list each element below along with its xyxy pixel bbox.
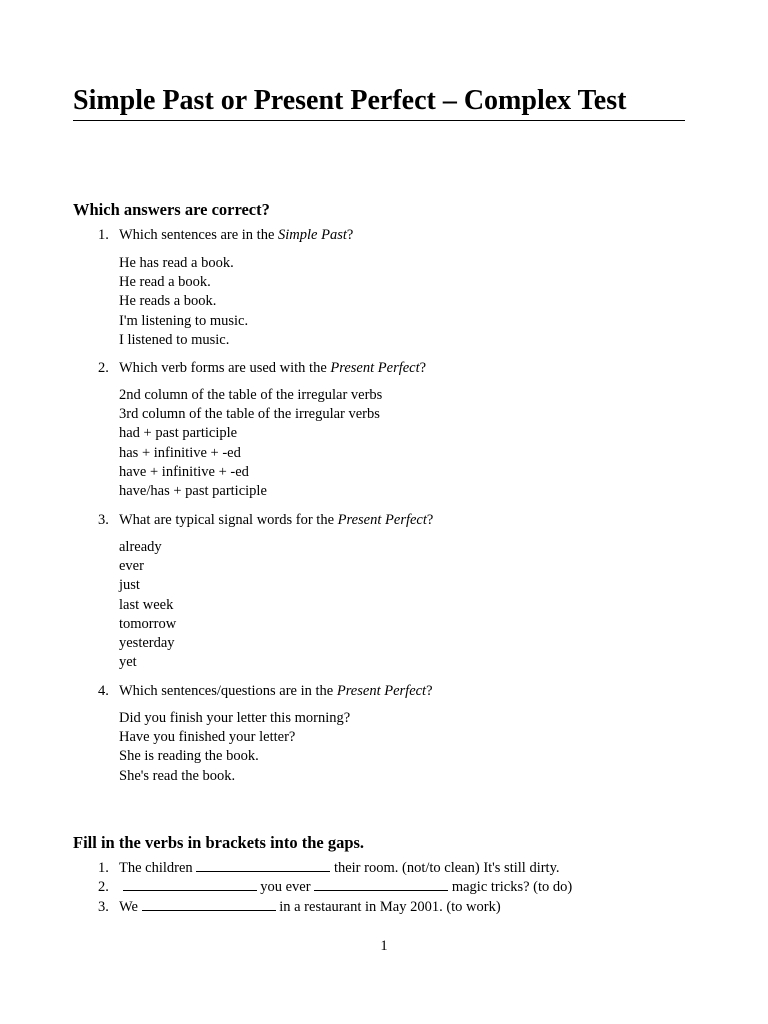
gap-blank[interactable] xyxy=(196,859,330,872)
answer-option[interactable]: has + infinitive + -ed xyxy=(119,444,241,461)
question-3 xyxy=(98,511,718,530)
question-text: Which sentences/questions are in the xyxy=(119,683,337,699)
gap-text: magic tricks? (to do) xyxy=(448,879,573,895)
answer-option[interactable]: had + past participle xyxy=(119,425,238,442)
answer-option[interactable]: ever xyxy=(119,558,144,575)
answer-options-4 xyxy=(119,709,350,786)
gap-item-2 xyxy=(98,878,718,897)
answer-option[interactable]: already xyxy=(119,539,162,555)
item-number: 2. xyxy=(98,879,109,895)
answer-option[interactable]: She's read the book. xyxy=(119,767,236,784)
question-2 xyxy=(98,359,718,378)
question-number: 3. xyxy=(98,512,109,528)
question-text-end: ? xyxy=(346,227,354,243)
gap-text: you ever xyxy=(256,879,315,895)
answer-option[interactable]: yet xyxy=(119,654,137,671)
answer-option[interactable]: yesterday xyxy=(119,634,175,651)
answer-options-1 xyxy=(119,254,248,350)
question-emphasis: Simple Past xyxy=(278,227,347,243)
answer-option[interactable]: 2nd column of the table of the irregular verbs xyxy=(119,387,383,403)
item-number: 3. xyxy=(98,899,109,915)
answer-option[interactable]: He reads a book. xyxy=(119,293,217,310)
question-number: 1. xyxy=(98,227,109,243)
question-text-end: ? xyxy=(426,683,433,699)
answer-option[interactable]: have/has + past participle xyxy=(119,482,267,499)
question-emphasis: Present Perfect xyxy=(337,512,427,528)
answer-option[interactable]: Did you finish your letter this morning? xyxy=(119,710,351,726)
gap-blank[interactable] xyxy=(142,898,276,911)
question-emphasis: Present Perfect xyxy=(336,683,427,699)
question-text: What are typical signal words for the xyxy=(119,512,338,528)
answer-option[interactable]: He read a book. xyxy=(119,274,211,291)
answer-option[interactable]: last week xyxy=(119,596,174,613)
gap-blank[interactable] xyxy=(123,878,257,891)
question-text: Which sentences are in the xyxy=(119,227,279,243)
gap-item-1 xyxy=(98,859,718,878)
answer-option[interactable]: He has read a book. xyxy=(119,255,234,271)
question-emphasis: Present Perfect xyxy=(330,360,420,376)
gap-blank[interactable] xyxy=(314,878,448,891)
answer-option[interactable]: just xyxy=(119,577,140,594)
section-heading-multiple-choice: Which answers are correct? xyxy=(73,200,270,219)
gap-text: in a restaurant in May 2001. (to work) xyxy=(275,899,501,915)
answer-option[interactable]: tomorrow xyxy=(119,615,177,632)
answer-option[interactable]: I listened to music. xyxy=(119,331,230,348)
answer-option[interactable]: She is reading the book. xyxy=(119,748,259,765)
answer-options-2 xyxy=(119,386,382,501)
question-text: Which verb forms are used with the xyxy=(119,360,331,376)
gap-text: their room. (not/to clean) It's still dirty. xyxy=(330,860,560,876)
answer-option[interactable]: 3rd column of the table of the irregular verbs xyxy=(119,406,380,423)
question-text-end: ? xyxy=(426,512,434,528)
question-number: 2. xyxy=(98,360,109,376)
answer-option[interactable]: have + infinitive + -ed xyxy=(119,463,249,480)
question-number: 4. xyxy=(98,683,109,699)
question-4 xyxy=(98,682,718,701)
gap-item-3 xyxy=(98,898,718,917)
item-number: 1. xyxy=(98,860,109,876)
answer-option[interactable]: I'm listening to music. xyxy=(119,312,249,329)
question-text-end: ? xyxy=(419,360,427,376)
gap-text: We xyxy=(119,899,142,915)
answer-option[interactable]: Have you finished your letter? xyxy=(119,729,296,746)
section-heading-fill-gaps: Fill in the verbs in brackets into the gaps. xyxy=(73,833,365,852)
page-title: Simple Past or Present Perfect – Complex Test xyxy=(73,84,685,121)
gap-text: The children xyxy=(119,860,197,876)
answer-options-3 xyxy=(119,538,176,672)
question-1 xyxy=(98,226,718,245)
page-number: 1 xyxy=(380,938,388,954)
